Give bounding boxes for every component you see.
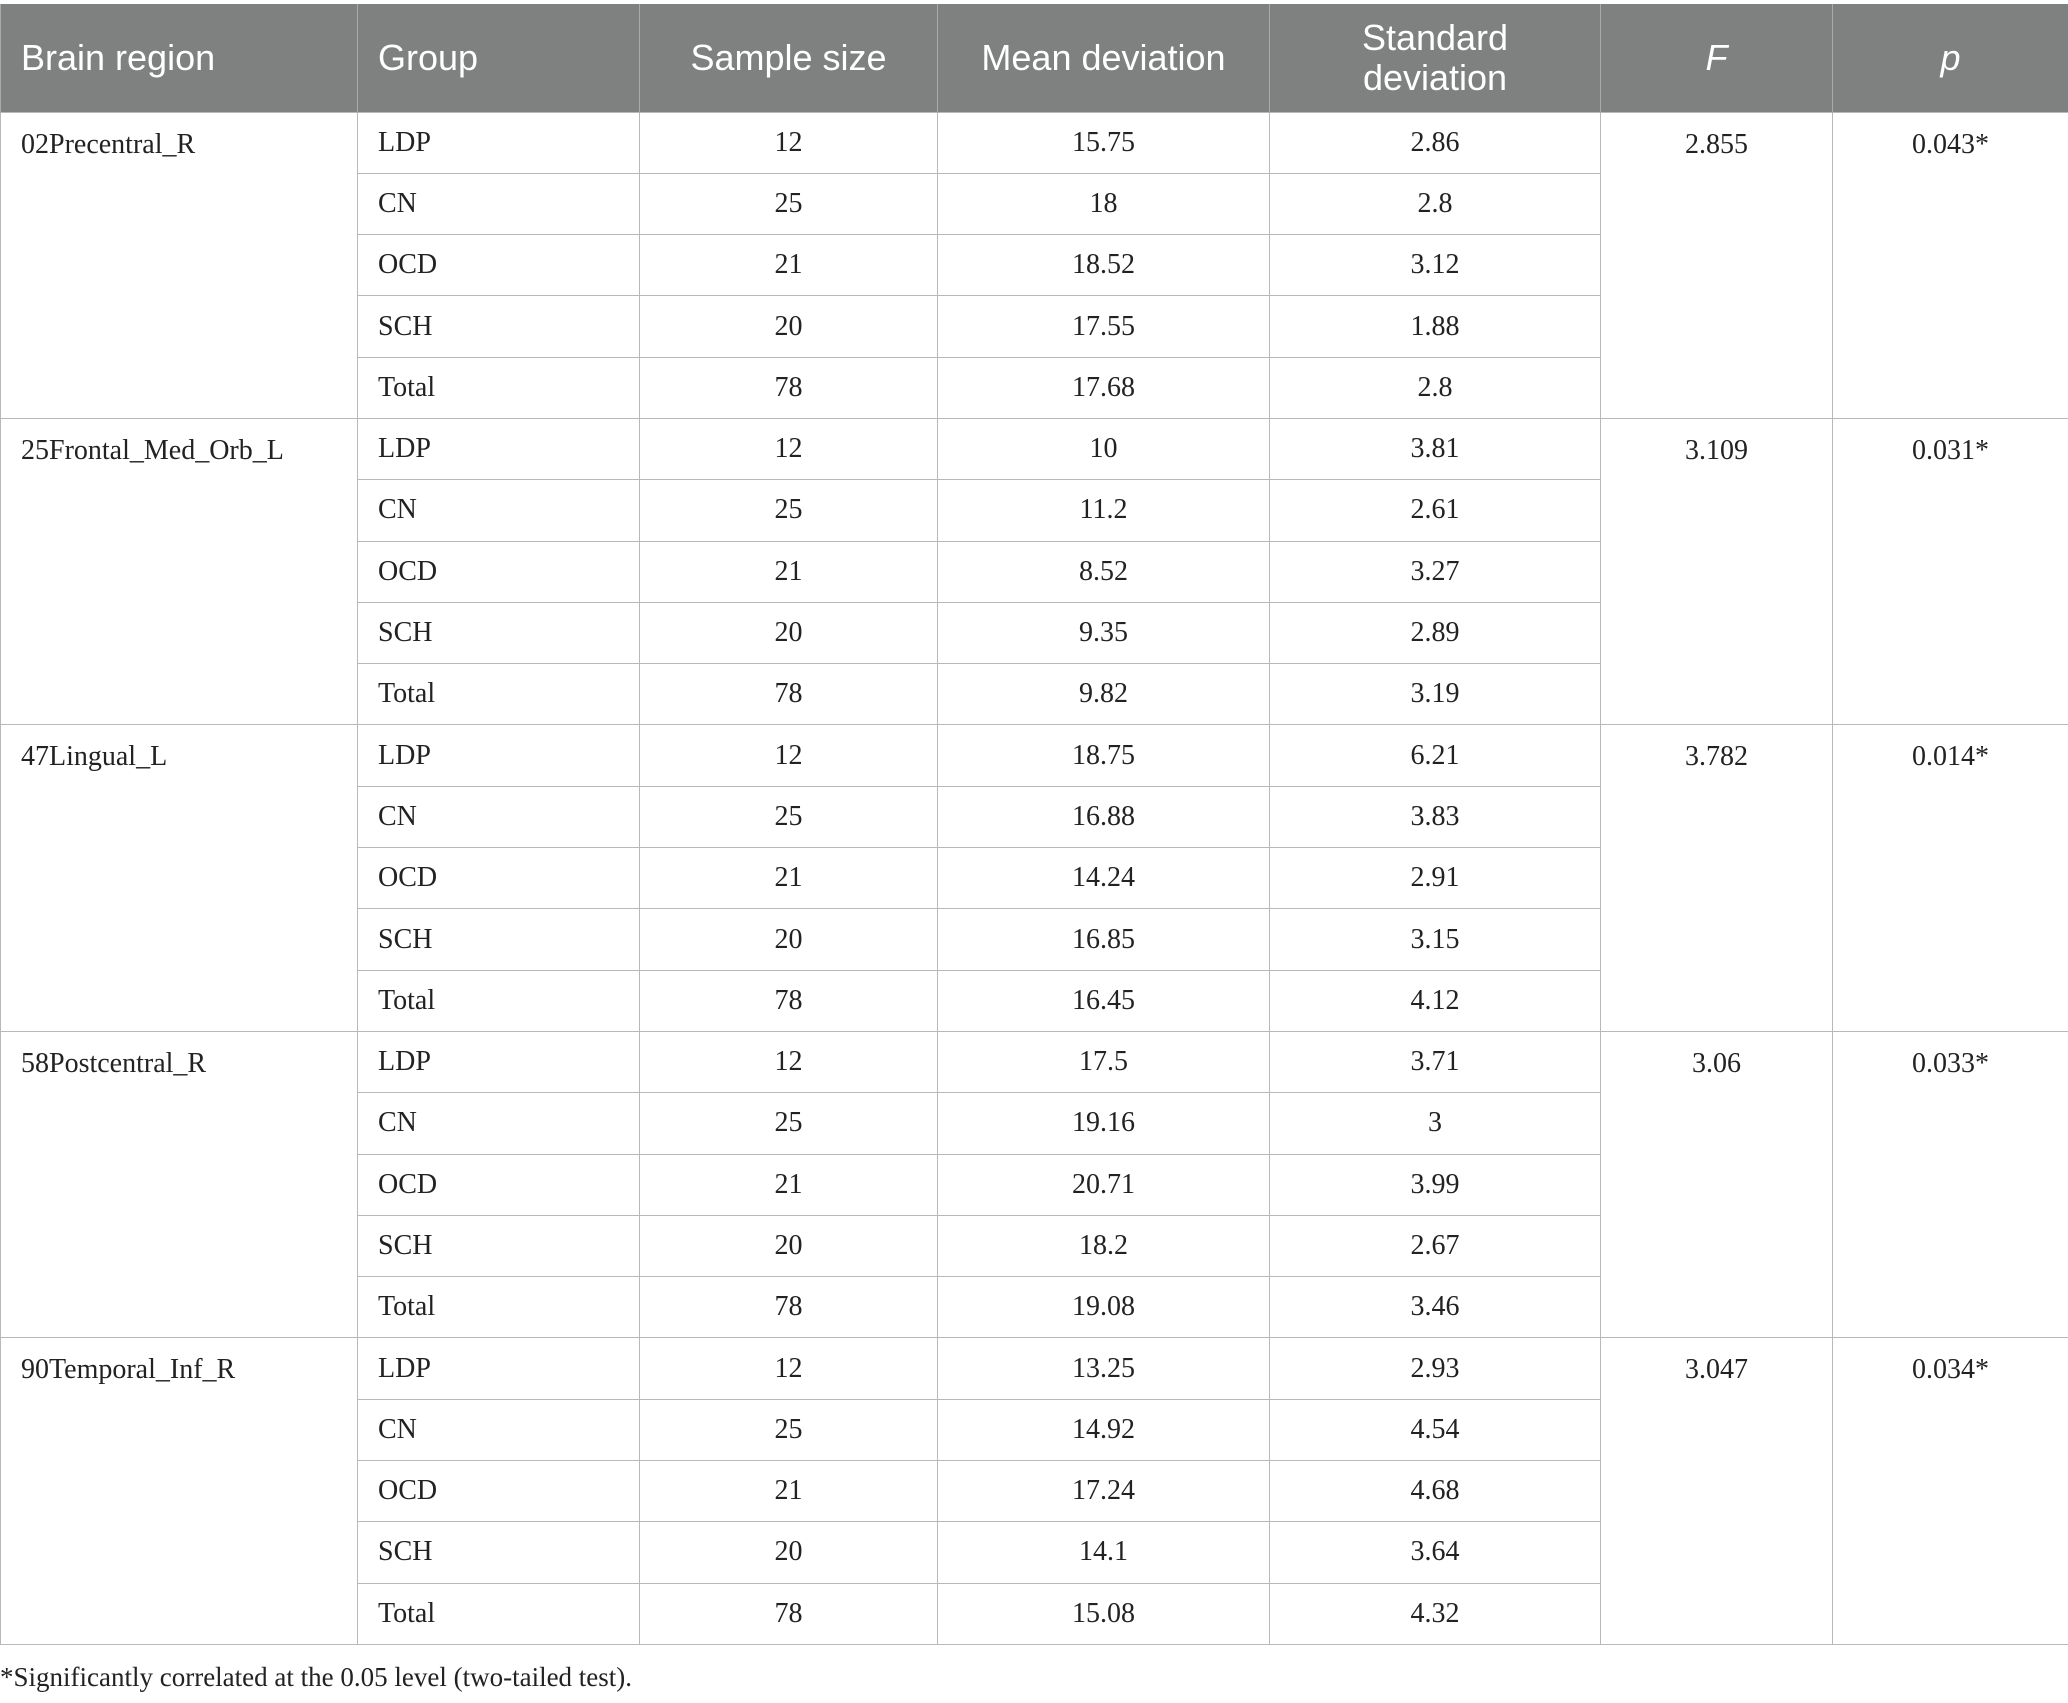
sample-size-cell: 21 (640, 541, 938, 602)
standard-deviation-cell: 4.68 (1270, 1461, 1601, 1522)
sample-size-cell: 12 (640, 1031, 938, 1092)
group-cell: SCH (358, 296, 640, 357)
standard-deviation-cell: 2.91 (1270, 848, 1601, 909)
mean-deviation-cell: 8.52 (938, 541, 1270, 602)
f-value-cell: 3.047 (1601, 1338, 1833, 1644)
group-cell: OCD (358, 1154, 640, 1215)
group-cell: Total (358, 357, 640, 418)
group-cell: Total (358, 970, 640, 1031)
standard-deviation-cell: 2.8 (1270, 357, 1601, 418)
p-value-cell: 0.034* (1833, 1338, 2068, 1644)
group-cell: LDP (358, 418, 640, 479)
mean-deviation-cell: 17.24 (938, 1461, 1270, 1522)
mean-deviation-cell: 9.35 (938, 602, 1270, 663)
standard-deviation-cell: 3 (1270, 1093, 1601, 1154)
sample-size-cell: 78 (640, 1583, 938, 1644)
group-cell: CN (358, 1399, 640, 1460)
mean-deviation-cell: 20.71 (938, 1154, 1270, 1215)
sample-size-cell: 20 (640, 1215, 938, 1276)
mean-deviation-cell: 16.88 (938, 786, 1270, 847)
header-group: Group (358, 4, 640, 112)
f-value-cell: 3.109 (1601, 418, 1833, 724)
standard-deviation-cell: 3.81 (1270, 418, 1601, 479)
sample-size-cell: 12 (640, 725, 938, 786)
results-table-container (0, 4, 2068, 1645)
sample-size-cell: 12 (640, 112, 938, 173)
standard-deviation-cell: 3.46 (1270, 1277, 1601, 1338)
header-sample-size: Sample size (640, 4, 938, 112)
p-value-cell: 0.031* (1833, 418, 2068, 724)
group-cell: LDP (358, 1338, 640, 1399)
brain-region-statistics-table (0, 4, 2068, 1645)
brain-region-cell: 90Temporal_Inf_R (1, 1338, 358, 1644)
sample-size-cell: 20 (640, 602, 938, 663)
sample-size-cell: 21 (640, 1461, 938, 1522)
table-row (1, 418, 2068, 479)
header-p: p (1833, 4, 2068, 112)
sample-size-cell: 21 (640, 235, 938, 296)
sample-size-cell: 25 (640, 173, 938, 234)
f-value-cell: 3.782 (1601, 725, 1833, 1031)
sample-size-cell: 25 (640, 1399, 938, 1460)
standard-deviation-cell: 2.86 (1270, 112, 1601, 173)
mean-deviation-cell: 9.82 (938, 664, 1270, 725)
standard-deviation-cell: 3.12 (1270, 235, 1601, 296)
sample-size-cell: 25 (640, 1093, 938, 1154)
group-cell: OCD (358, 1461, 640, 1522)
mean-deviation-cell: 18.75 (938, 725, 1270, 786)
brain-region-cell: 02Precentral_R (1, 112, 358, 418)
standard-deviation-cell: 3.15 (1270, 909, 1601, 970)
table-row (1, 112, 2068, 173)
standard-deviation-cell: 1.88 (1270, 296, 1601, 357)
table-row (1, 1031, 2068, 1092)
group-cell: SCH (358, 1522, 640, 1583)
sample-size-cell: 25 (640, 786, 938, 847)
sample-size-cell: 78 (640, 970, 938, 1031)
mean-deviation-cell: 17.68 (938, 357, 1270, 418)
table-footnote: *Significantly correlated at the 0.05 level (two-tailed test). (0, 1662, 633, 1692)
sample-size-cell: 78 (640, 664, 938, 725)
mean-deviation-cell: 19.08 (938, 1277, 1270, 1338)
mean-deviation-cell: 11.2 (938, 480, 1270, 541)
group-cell: OCD (358, 235, 640, 296)
group-cell: SCH (358, 1215, 640, 1276)
mean-deviation-cell: 13.25 (938, 1338, 1270, 1399)
group-cell: Total (358, 1277, 640, 1338)
group-cell: CN (358, 1093, 640, 1154)
standard-deviation-cell: 2.8 (1270, 173, 1601, 234)
standard-deviation-cell: 2.89 (1270, 602, 1601, 663)
group-cell: Total (358, 664, 640, 725)
standard-deviation-cell: 3.64 (1270, 1522, 1601, 1583)
group-cell: CN (358, 786, 640, 847)
mean-deviation-cell: 17.55 (938, 296, 1270, 357)
mean-deviation-cell: 15.75 (938, 112, 1270, 173)
mean-deviation-cell: 14.1 (938, 1522, 1270, 1583)
p-value-cell: 0.014* (1833, 725, 2068, 1031)
standard-deviation-cell: 2.93 (1270, 1338, 1601, 1399)
standard-deviation-cell: 2.61 (1270, 480, 1601, 541)
group-cell: LDP (358, 1031, 640, 1092)
group-cell: OCD (358, 848, 640, 909)
mean-deviation-cell: 16.45 (938, 970, 1270, 1031)
table-header (1, 4, 2068, 112)
table-row (1, 725, 2068, 786)
header-brain-region: Brain region (1, 4, 358, 112)
group-cell: SCH (358, 909, 640, 970)
group-cell: LDP (358, 112, 640, 173)
brain-region-cell: 58Postcentral_R (1, 1031, 358, 1337)
f-value-cell: 2.855 (1601, 112, 1833, 418)
group-cell: LDP (358, 725, 640, 786)
sample-size-cell: 20 (640, 1522, 938, 1583)
sample-size-cell: 78 (640, 357, 938, 418)
standard-deviation-cell: 3.83 (1270, 786, 1601, 847)
mean-deviation-cell: 19.16 (938, 1093, 1270, 1154)
group-cell: CN (358, 480, 640, 541)
sample-size-cell: 25 (640, 480, 938, 541)
standard-deviation-cell: 3.99 (1270, 1154, 1601, 1215)
sample-size-cell: 20 (640, 909, 938, 970)
header-standard-deviation: Standard deviation (1270, 4, 1601, 112)
p-value-cell: 0.043* (1833, 112, 2068, 418)
brain-region-cell: 47Lingual_L (1, 725, 358, 1031)
header-f: F (1601, 4, 1833, 112)
brain-region-cell: 25Frontal_Med_Orb_L (1, 418, 358, 724)
mean-deviation-cell: 17.5 (938, 1031, 1270, 1092)
standard-deviation-cell: 3.19 (1270, 664, 1601, 725)
mean-deviation-cell: 14.24 (938, 848, 1270, 909)
sample-size-cell: 21 (640, 848, 938, 909)
standard-deviation-cell: 6.21 (1270, 725, 1601, 786)
sample-size-cell: 12 (640, 1338, 938, 1399)
header-mean-deviation: Mean deviation (938, 4, 1270, 112)
header-row (1, 4, 2068, 112)
mean-deviation-cell: 18 (938, 173, 1270, 234)
mean-deviation-cell: 15.08 (938, 1583, 1270, 1644)
mean-deviation-cell: 10 (938, 418, 1270, 479)
group-cell: SCH (358, 602, 640, 663)
sample-size-cell: 12 (640, 418, 938, 479)
group-cell: OCD (358, 541, 640, 602)
group-cell: CN (358, 173, 640, 234)
standard-deviation-cell: 4.54 (1270, 1399, 1601, 1460)
standard-deviation-cell: 2.67 (1270, 1215, 1601, 1276)
standard-deviation-cell: 4.12 (1270, 970, 1601, 1031)
standard-deviation-cell: 3.71 (1270, 1031, 1601, 1092)
sample-size-cell: 20 (640, 296, 938, 357)
mean-deviation-cell: 14.92 (938, 1399, 1270, 1460)
mean-deviation-cell: 18.52 (938, 235, 1270, 296)
group-cell: Total (358, 1583, 640, 1644)
table-body (1, 112, 2068, 1644)
mean-deviation-cell: 18.2 (938, 1215, 1270, 1276)
standard-deviation-cell: 3.27 (1270, 541, 1601, 602)
f-value-cell: 3.06 (1601, 1031, 1833, 1337)
sample-size-cell: 21 (640, 1154, 938, 1215)
sample-size-cell: 78 (640, 1277, 938, 1338)
standard-deviation-cell: 4.32 (1270, 1583, 1601, 1644)
p-value-cell: 0.033* (1833, 1031, 2068, 1337)
table-row (1, 1338, 2068, 1399)
mean-deviation-cell: 16.85 (938, 909, 1270, 970)
